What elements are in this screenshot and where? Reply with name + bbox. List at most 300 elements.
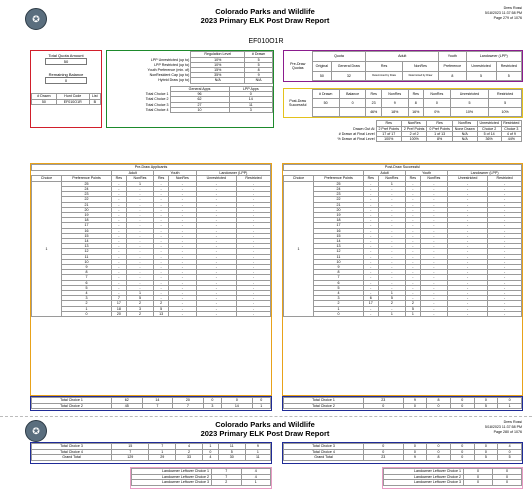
quota-value: 32: [332, 71, 366, 80]
preference-points-cell: 25: [62, 181, 112, 186]
count-cell: -: [420, 270, 448, 275]
total-label: Total Choice 2: [32, 403, 112, 409]
count-cell: -: [378, 223, 406, 228]
total-value: 0: [203, 398, 221, 404]
cell: 16%: [408, 108, 424, 117]
sub-header: NonRes: [402, 61, 438, 71]
preference-points-cell: 15: [62, 233, 112, 238]
count-cell: -: [126, 270, 154, 275]
count-cell: -: [236, 265, 270, 270]
cell: 0 Pref Points: [427, 126, 452, 131]
count-cell: -: [378, 197, 406, 202]
landowner-leftover-table: [131, 468, 271, 486]
count-cell: -: [154, 192, 169, 197]
count-cell: -: [154, 207, 169, 212]
report-meta: [442, 6, 522, 21]
count-cell: -: [168, 202, 196, 207]
count-cell: -: [126, 249, 154, 254]
count-cell: 1: [126, 291, 154, 296]
preference-points-cell: 20: [314, 207, 364, 212]
count-cell: -: [364, 259, 379, 264]
preference-points-cell: 25: [314, 181, 364, 186]
count-cell: -: [196, 265, 236, 270]
count-cell: 6: [364, 296, 379, 301]
user-name: Drew Rossi: [503, 420, 522, 424]
total-value: 0: [222, 398, 253, 404]
total-value: 4: [202, 455, 218, 461]
count-cell: -: [168, 285, 196, 290]
cell: [312, 108, 339, 117]
preference-points-cell: 14: [62, 239, 112, 244]
count-cell: -: [196, 192, 236, 197]
count-cell: -: [112, 213, 127, 218]
count-cell: -: [488, 213, 522, 218]
count-cell: -: [168, 265, 196, 270]
preference-points-cell: 13: [314, 244, 364, 249]
count-cell: -: [112, 249, 127, 254]
section-title: Pre-Draw Applicants: [32, 165, 271, 171]
count-cell: -: [168, 186, 196, 191]
count-cell: 2: [154, 301, 169, 306]
count-cell: 2: [126, 311, 154, 316]
total-label: Total Choice 2: [284, 403, 364, 409]
leftover-value: 0: [493, 480, 522, 486]
total-value: 1: [252, 403, 270, 409]
count-cell: -: [488, 223, 522, 228]
total-value: 0: [364, 403, 404, 409]
landowner-leftover-table: [383, 468, 522, 486]
count-cell: -: [112, 285, 127, 290]
count-cell: -: [448, 218, 488, 223]
count-cell: -: [378, 275, 406, 280]
preference-points-cell: 7: [314, 275, 364, 280]
preference-points-cell: 2: [314, 301, 364, 306]
quota-value: 5: [496, 71, 521, 80]
choice-cell: 1: [284, 181, 314, 316]
count-cell: 1: [378, 181, 406, 186]
leftover-row: [132, 480, 271, 486]
col-header: # Drawn: [245, 52, 273, 58]
count-cell: -: [406, 244, 421, 249]
sub-header: NonRes: [126, 176, 154, 182]
col-header: Balance: [339, 90, 366, 99]
count-cell: -: [364, 270, 379, 275]
preference-points-cell: 6: [314, 280, 364, 285]
total-value: 0: [498, 449, 522, 455]
count-cell: -: [448, 213, 488, 218]
sub-header: Preference Points: [314, 176, 364, 182]
group-header: Landowner (LPP): [196, 170, 270, 176]
count-cell: 5: [406, 306, 421, 311]
count-cell: -: [488, 306, 522, 311]
preference-points-cell: 13: [62, 244, 112, 249]
post-draw-totals-box: [282, 396, 523, 411]
cpw-seal-icon: ✪: [25, 420, 47, 442]
total-value: 11: [245, 455, 270, 461]
count-cell: -: [154, 296, 169, 301]
col-header: Regulation Level: [191, 52, 245, 58]
count-cell: -: [196, 239, 236, 244]
cell: 0: [424, 99, 451, 108]
hunt-code-table: [31, 93, 101, 105]
group-header: Adult: [364, 170, 406, 176]
cell: 2 of 2: [401, 131, 426, 136]
total-value: 0: [474, 449, 498, 455]
count-cell: -: [378, 186, 406, 191]
count-cell: -: [168, 228, 196, 233]
preference-points-cell: 11: [62, 254, 112, 259]
pre-draw-applicants-box: [30, 163, 272, 396]
count-cell: 1: [378, 291, 406, 296]
count-cell: -: [378, 285, 406, 290]
total-label: Total Choice 1: [32, 398, 112, 404]
count-cell: -: [236, 275, 270, 280]
cell: 9: [381, 99, 408, 108]
count-cell: -: [488, 192, 522, 197]
page2-right-leftover-box: [382, 467, 523, 489]
count-cell: -: [364, 265, 379, 270]
count-cell: -: [488, 291, 522, 296]
count-cell: -: [448, 244, 488, 249]
total-quota-value: 50: [45, 58, 87, 65]
total-value: 62: [112, 398, 143, 404]
regulation-label: LPP Unrestricted (up to): [150, 57, 190, 62]
count-cell: -: [488, 181, 522, 186]
sub-header: Res: [112, 176, 127, 182]
count-cell: -: [406, 207, 421, 212]
total-value: 14: [142, 398, 173, 404]
cell: 4 of 9: [501, 131, 521, 136]
count-cell: -: [488, 296, 522, 301]
total-value: 0: [403, 403, 427, 409]
count-cell: -: [448, 291, 488, 296]
count-cell: -: [406, 249, 421, 254]
total-value: 0: [403, 449, 427, 455]
preference-points-cell: 16: [62, 228, 112, 233]
preference-points-cell: 3: [62, 296, 112, 301]
report-name: 2023 Primary ELK Post Draw Report: [200, 16, 330, 25]
count-cell: -: [448, 239, 488, 244]
preference-points-cell: 18: [314, 218, 364, 223]
preference-points-cell: 3: [314, 296, 364, 301]
hunt-code-heading: EF010O1R: [248, 38, 284, 45]
count-cell: -: [168, 275, 196, 280]
page2-left-leftover-box: [130, 467, 272, 489]
count-cell: -: [154, 223, 169, 228]
regulation-label: Hybrid Draw (up to): [158, 78, 190, 83]
count-cell: -: [236, 311, 270, 316]
preference-points-cell: 24: [314, 186, 364, 191]
count-cell: -: [168, 244, 196, 249]
count-cell: -: [236, 244, 270, 249]
page2-right-totals-table: [283, 443, 522, 461]
cell: 8%: [427, 137, 452, 142]
total-value: 7: [173, 403, 204, 409]
regulation-level: 35%: [191, 73, 245, 78]
pre-draw-totals-box: [30, 396, 272, 411]
regulation-level: 10%: [191, 57, 245, 62]
preference-points-cell: 8: [314, 270, 364, 275]
count-cell: -: [420, 301, 448, 306]
count-cell: -: [126, 228, 154, 233]
cell: 36%: [477, 137, 501, 142]
preference-points-cell: 12: [62, 249, 112, 254]
count-cell: -: [378, 244, 406, 249]
total-value: 4: [176, 444, 203, 450]
count-cell: -: [236, 296, 270, 301]
col-header: Res: [376, 121, 401, 127]
count-cell: -: [448, 301, 488, 306]
count-cell: -: [154, 259, 169, 264]
count-cell: -: [154, 186, 169, 191]
count-cell: -: [364, 244, 379, 249]
count-cell: -: [364, 311, 379, 316]
count-cell: -: [406, 265, 421, 270]
total-value: 0: [498, 398, 522, 404]
count-cell: -: [236, 301, 270, 306]
count-cell: -: [196, 270, 236, 275]
count-cell: -: [420, 285, 448, 290]
count-cell: -: [154, 270, 169, 275]
preference-points-cell: 21: [62, 202, 112, 207]
count-cell: -: [488, 301, 522, 306]
count-cell: -: [364, 218, 379, 223]
count-cell: -: [236, 270, 270, 275]
count-cell: -: [406, 197, 421, 202]
total-value: 8: [427, 455, 451, 461]
pre-draw-totals-table: [31, 397, 271, 409]
count-cell: -: [364, 228, 379, 233]
cell: 100%: [401, 137, 426, 142]
count-cell: -: [126, 244, 154, 249]
pre-draw-applicants-table: [31, 164, 271, 317]
count-cell: -: [448, 280, 488, 285]
count-cell: -: [406, 213, 421, 218]
leftover-value: 4: [241, 469, 271, 475]
count-cell: -: [168, 254, 196, 259]
count-cell: -: [168, 270, 196, 275]
count-cell: -: [168, 218, 196, 223]
count-cell: 5: [378, 296, 406, 301]
sub-header: Res: [366, 61, 402, 71]
page-number: Page 279 of 1076: [493, 16, 522, 20]
total-value: 0: [450, 444, 474, 450]
count-cell: 1: [378, 311, 406, 316]
count-cell: 5: [126, 296, 154, 301]
preference-points-cell: 22: [314, 197, 364, 202]
count-cell: -: [488, 186, 522, 191]
count-cell: -: [236, 259, 270, 264]
regulation-label: NonResident Cap (up to): [149, 73, 190, 78]
count-cell: -: [406, 239, 421, 244]
drawn-out-box: [330, 120, 522, 142]
drawn-out-label: Drawn Out At: [353, 126, 375, 131]
total-value: 45: [112, 403, 143, 409]
count-cell: -: [154, 202, 169, 207]
count-cell: -: [126, 285, 154, 290]
sub-header: Preference Points: [62, 176, 112, 182]
regulation-drawn: 5: [245, 57, 273, 62]
count-cell: -: [126, 265, 154, 270]
count-cell: -: [236, 306, 270, 311]
cell: 0: [339, 99, 366, 108]
count-cell: -: [488, 207, 522, 212]
sub-header: General Draw: [332, 61, 366, 71]
col-header: NonRes: [452, 121, 477, 127]
count-cell: -: [112, 244, 127, 249]
count-cell: -: [236, 202, 270, 207]
cell: 10%: [450, 108, 489, 117]
count-cell: -: [154, 181, 169, 186]
count-cell: -: [448, 306, 488, 311]
count-cell: -: [448, 233, 488, 238]
total-value: 0: [364, 449, 404, 455]
count-cell: -: [168, 223, 196, 228]
count-cell: -: [154, 265, 169, 270]
count-cell: -: [420, 228, 448, 233]
total-value: 23: [364, 398, 404, 404]
hunt-code-value: EF010O1R: [56, 99, 89, 104]
count-cell: -: [406, 192, 421, 197]
count-cell: -: [126, 197, 154, 202]
cell: None Drawn: [452, 126, 477, 131]
col-header: Restricted: [489, 90, 522, 99]
cell: 0%: [424, 108, 451, 117]
sub-header: Restricted: [488, 176, 522, 182]
count-cell: -: [112, 265, 127, 270]
regulation-level: N/A: [191, 78, 245, 83]
count-cell: -: [112, 218, 127, 223]
count-cell: 18: [112, 306, 127, 311]
count-cell: 17: [112, 301, 127, 306]
count-cell: -: [406, 285, 421, 290]
count-cell: -: [448, 197, 488, 202]
post-draw-totals-table: [283, 397, 522, 409]
cell: 50: [312, 99, 339, 108]
count-cell: -: [112, 181, 127, 186]
count-cell: 20: [112, 311, 127, 316]
quota-value: 5: [466, 71, 496, 80]
apps-table: [107, 86, 273, 113]
list-value: B: [89, 99, 100, 104]
post-draw-successful-box: [283, 88, 523, 118]
total-value: 11: [218, 444, 245, 450]
group-header: Landowner (LPP): [448, 170, 522, 176]
count-cell: -: [378, 228, 406, 233]
count-cell: -: [364, 207, 379, 212]
count-cell: -: [364, 249, 379, 254]
group-header: Youth: [154, 170, 196, 176]
count-cell: -: [236, 186, 270, 191]
count-cell: -: [364, 275, 379, 280]
count-cell: -: [488, 197, 522, 202]
count-cell: -: [168, 259, 196, 264]
count-cell: -: [448, 296, 488, 301]
count-cell: -: [126, 280, 154, 285]
col-header: General Apps: [170, 86, 229, 92]
total-value: 7: [149, 444, 176, 450]
count-cell: -: [488, 239, 522, 244]
total-value: 0: [202, 449, 218, 455]
report-meta-page2: [442, 420, 522, 435]
count-cell: -: [364, 306, 379, 311]
total-value: 0: [252, 398, 270, 404]
cell: 23: [366, 99, 382, 108]
sub-header: Choice: [284, 176, 314, 182]
count-cell: -: [154, 233, 169, 238]
count-cell: -: [196, 223, 236, 228]
count-cell: -: [126, 233, 154, 238]
preference-points-cell: 0: [314, 311, 364, 316]
preference-points-cell: 6: [62, 280, 112, 285]
total-value: 5: [474, 403, 498, 409]
pre-draw-quotas-box: [283, 50, 523, 82]
count-cell: -: [168, 233, 196, 238]
count-cell: 2: [126, 301, 154, 306]
cell: 1 of 13: [427, 131, 452, 136]
group-header: Quota: [312, 52, 366, 62]
count-cell: -: [168, 296, 196, 301]
count-cell: -: [378, 306, 406, 311]
count-cell: 5: [154, 306, 169, 311]
apps-general: 10: [170, 107, 229, 112]
cell: N/A: [452, 137, 477, 142]
col-header: NonRes: [401, 121, 426, 127]
count-cell: -: [154, 254, 169, 259]
cell: [339, 108, 366, 117]
preference-points-cell: 2: [62, 301, 112, 306]
count-cell: -: [448, 259, 488, 264]
count-cell: -: [420, 265, 448, 270]
count-cell: -: [488, 228, 522, 233]
count-cell: -: [196, 291, 236, 296]
count-cell: -: [364, 280, 379, 285]
count-cell: -: [448, 207, 488, 212]
count-cell: -: [168, 291, 196, 296]
count-cell: 2: [378, 301, 406, 306]
count-cell: -: [364, 291, 379, 296]
preference-points-cell: 17: [62, 223, 112, 228]
remaining-balance-label: Remaining Balance: [48, 72, 84, 77]
count-cell: -: [448, 223, 488, 228]
total-value: 1: [149, 449, 176, 455]
preference-points-cell: 8: [62, 270, 112, 275]
cell: 46%: [366, 108, 382, 117]
cell: 100%: [376, 137, 401, 142]
quota-value: Determined by Draw: [366, 71, 402, 80]
sub-header: Res: [154, 176, 169, 182]
page2-left-totals-box: [30, 442, 272, 464]
preference-points-cell: 16: [314, 228, 364, 233]
count-cell: -: [236, 228, 270, 233]
count-cell: -: [236, 291, 270, 296]
leftover-value: 0: [493, 469, 522, 475]
cell: 17 of 17: [376, 131, 401, 136]
regulation-table: [107, 51, 273, 84]
count-cell: -: [154, 239, 169, 244]
count-cell: -: [112, 202, 127, 207]
drawn-out-table: [330, 120, 522, 142]
preference-points-cell: 4: [314, 291, 364, 296]
quota-summary-box: [30, 50, 102, 128]
total-value: 0: [364, 444, 404, 450]
count-cell: -: [154, 228, 169, 233]
total-value: 5: [498, 455, 522, 461]
count-cell: -: [488, 259, 522, 264]
count-cell: -: [420, 197, 448, 202]
count-cell: -: [196, 306, 236, 311]
drawn-out-label: # Drawn at Final Level: [338, 131, 375, 136]
